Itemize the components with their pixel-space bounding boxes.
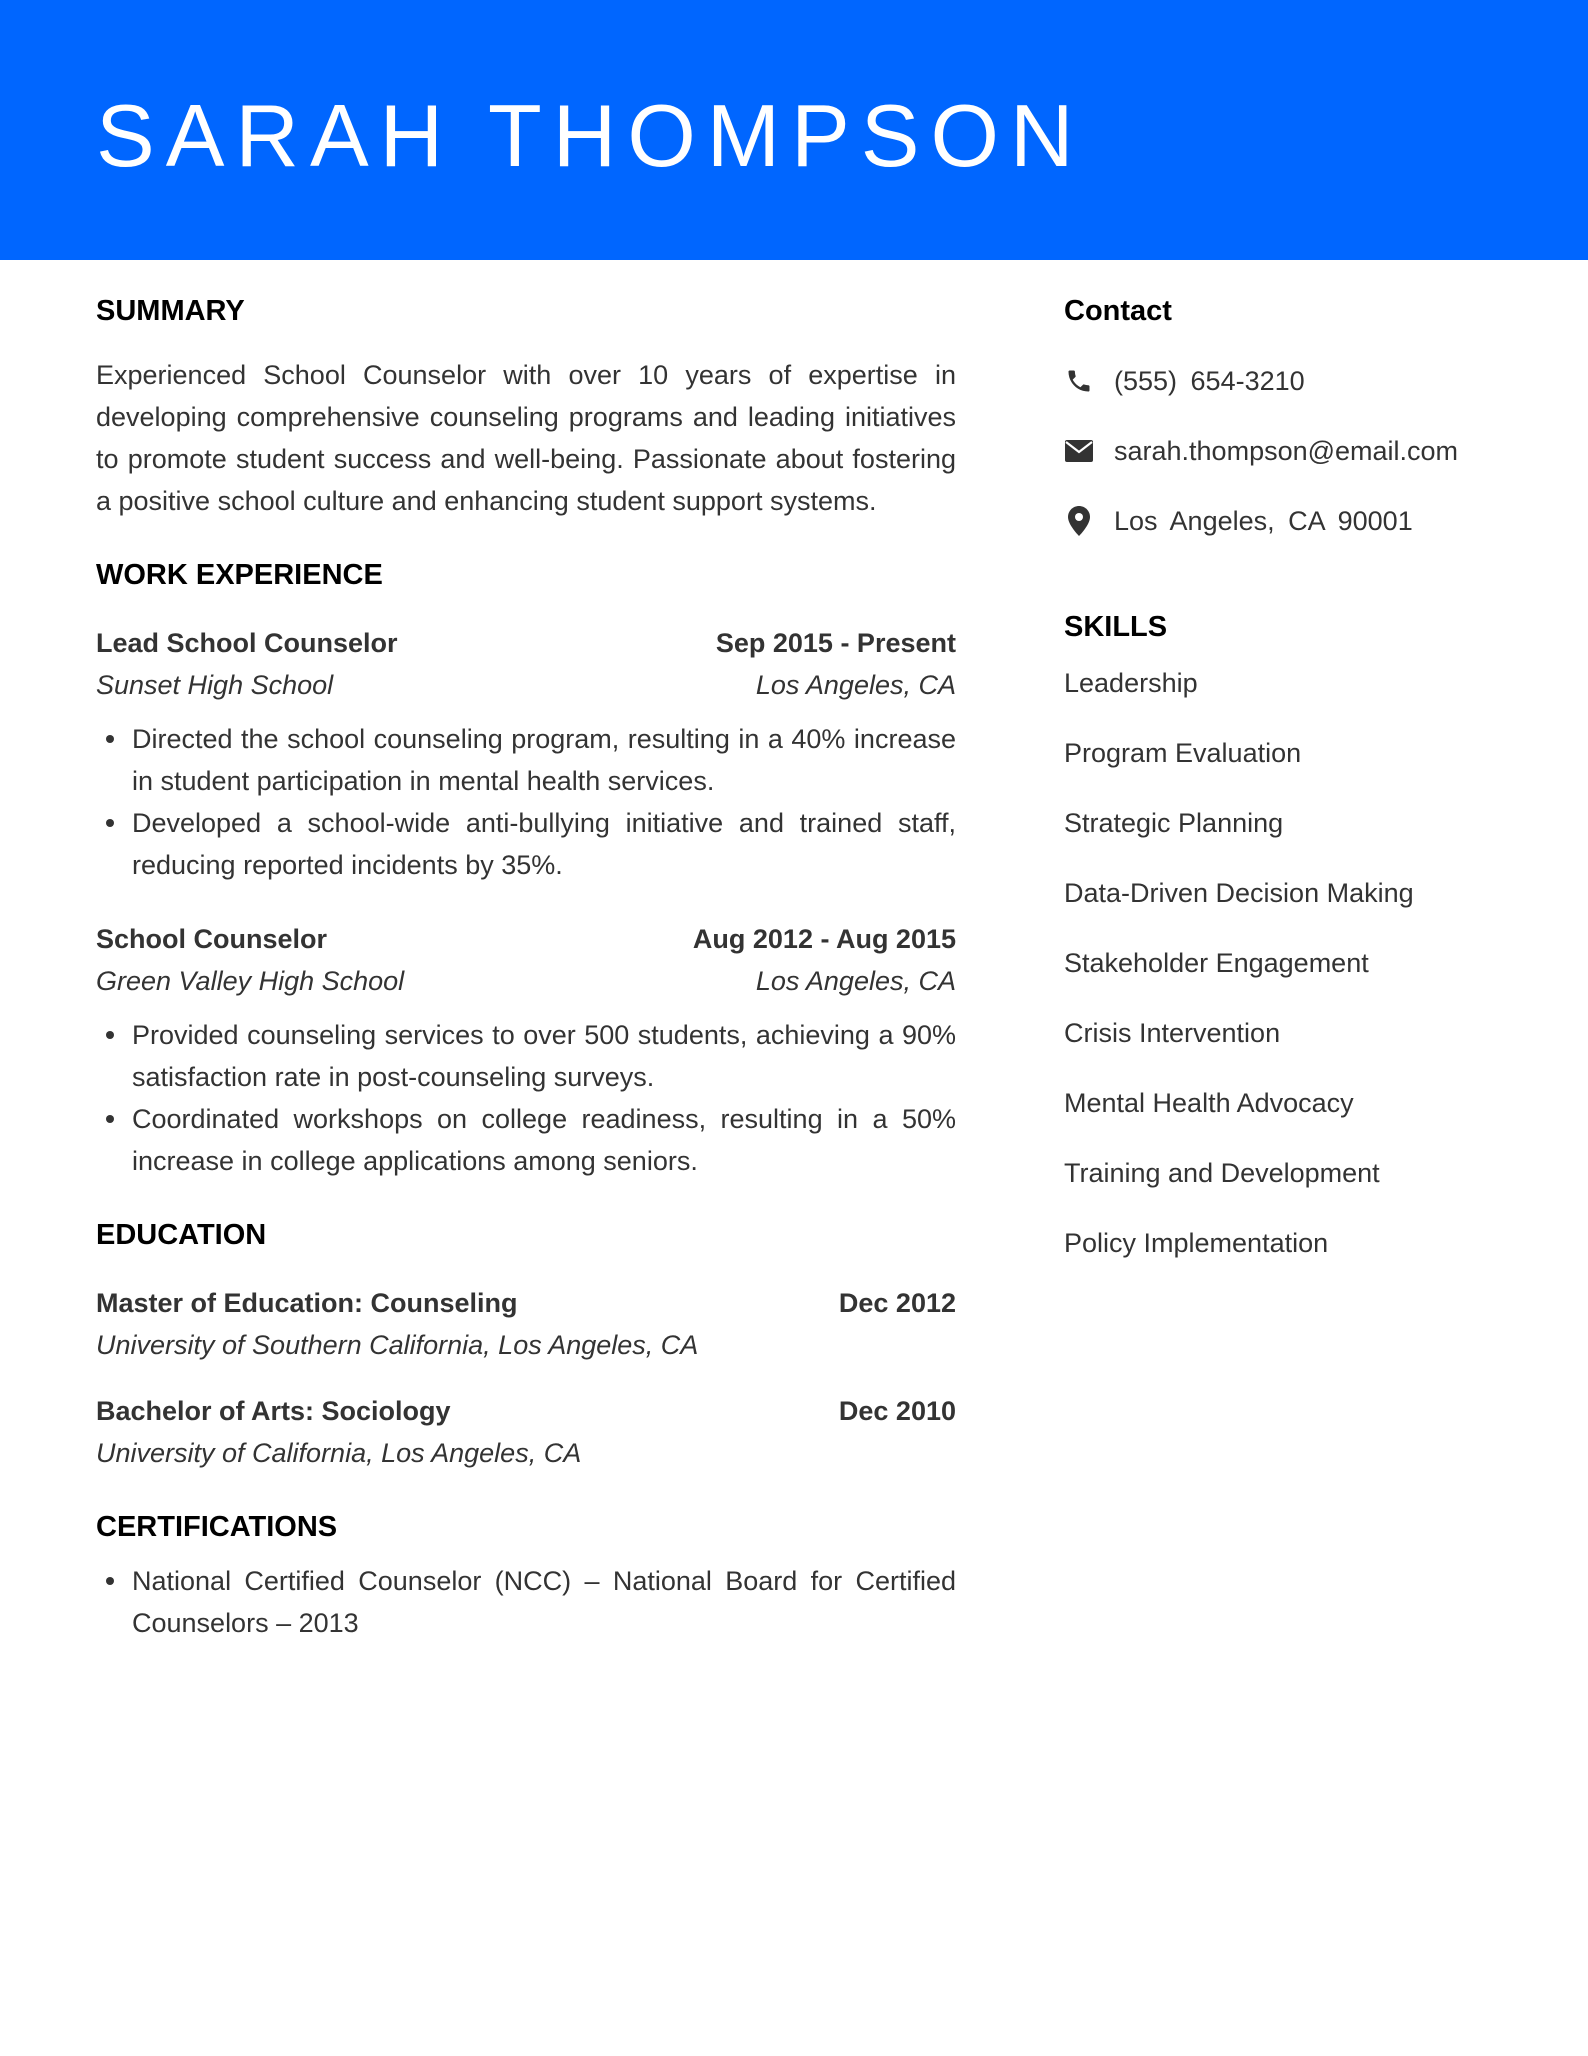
degree-title: Master of Education: Counseling <box>96 1288 518 1318</box>
sidebar-column <box>1064 290 1524 1264</box>
work-experience-heading: WORK EXPERIENCE <box>96 559 383 591</box>
location-text: Los Angeles, CA 90001 <box>1114 505 1413 536</box>
contact-list <box>1064 360 1524 542</box>
job-title: Lead School Counselor <box>96 628 398 658</box>
header-banner <box>0 0 1588 260</box>
job-location: Los Angeles, CA <box>755 670 956 700</box>
skills-list <box>1064 662 1524 1264</box>
skill-item: Data-Driven Decision Making <box>1064 878 1414 908</box>
certification-text: National Certified Counselor (NCC) – National Board for Certified Counselors – 2013 <box>132 1566 956 1638</box>
education-section <box>96 1214 956 1474</box>
job-bullet-text: Provided counseling services to over 500 students, achieving a 90% satisfaction rate in post-counseling surveys. <box>132 1020 956 1092</box>
job-entry <box>96 622 956 886</box>
school-name: University of California, Los Angeles, CA <box>96 1438 582 1468</box>
certification-item <box>132 1560 956 1644</box>
bullet-dot <box>106 1577 114 1585</box>
contact-location <box>1064 500 1524 542</box>
summary-heading: SUMMARY <box>96 295 245 327</box>
skill-item: Mental Health Advocacy <box>1064 1088 1354 1118</box>
contact-section <box>1064 290 1524 542</box>
contact-email <box>1064 430 1524 472</box>
phone-icon <box>1064 366 1094 396</box>
contact-heading: Contact <box>1064 295 1172 327</box>
degree-date: Dec 2012 <box>838 1288 956 1318</box>
skill-item: Strategic Planning <box>1064 808 1284 838</box>
job-bullets <box>96 1014 956 1182</box>
job-bullet-text: Directed the school counseling program, resulting in a 40% increase in student participation in mental health services. <box>132 724 956 796</box>
bullet-dot <box>106 1031 114 1039</box>
job-bullet <box>132 802 956 886</box>
job-entry <box>96 918 956 1182</box>
school-name: University of Southern California, Los Angeles, CA <box>96 1330 699 1360</box>
summary-section <box>96 290 956 522</box>
job-bullet-text: Coordinated workshops on college readiness, resulting in a 50% increase in college applications among seniors. <box>132 1104 956 1176</box>
certifications-section <box>96 1506 956 1644</box>
bullet-dot <box>106 819 114 827</box>
certifications-list <box>96 1560 956 1644</box>
education-heading: EDUCATION <box>96 1219 267 1251</box>
envelope-icon <box>1064 436 1094 466</box>
job-bullet <box>132 718 956 802</box>
job-bullet <box>132 1098 956 1182</box>
skill-item: Leadership <box>1064 668 1198 698</box>
job-dates: Sep 2015 - Present <box>715 628 956 658</box>
skill-item: Crisis Intervention <box>1064 1018 1281 1048</box>
job-bullet <box>132 1014 956 1098</box>
certifications-heading: CERTIFICATIONS <box>96 1511 338 1543</box>
skill-item: Program Evaluation <box>1064 738 1302 768</box>
skill-item: Policy Implementation <box>1064 1228 1329 1258</box>
skills-section <box>1064 606 1524 1264</box>
email-address: sarah.thompson@email.com <box>1114 435 1459 466</box>
job-employer: Green Valley High School <box>96 966 405 996</box>
job-location: Los Angeles, CA <box>755 966 956 996</box>
education-entry <box>96 1282 956 1366</box>
degree-date: Dec 2010 <box>838 1396 956 1426</box>
job-title: School Counselor <box>96 924 328 954</box>
job-dates: Aug 2012 - Aug 2015 <box>692 924 956 954</box>
skill-item: Training and Development <box>1064 1158 1380 1188</box>
job-employer: Sunset High School <box>96 670 334 700</box>
candidate-name: SARAH THOMPSON <box>96 86 1085 185</box>
map-pin-icon <box>1064 506 1094 536</box>
main-column <box>96 290 956 1644</box>
summary-text: Experienced School Counselor with over 10 years of expertise in developing comprehensive counseling programs and leading initiatives to promote student success and well-being. Passionate about fostering a positive school culture and enhancing student support systems. <box>96 360 956 516</box>
bullet-dot <box>106 1115 114 1123</box>
job-bullets <box>96 718 956 886</box>
skill-item: Stakeholder Engagement <box>1064 948 1369 978</box>
skills-heading: SKILLS <box>1064 611 1168 643</box>
education-entry <box>96 1390 956 1474</box>
work-experience-section <box>96 554 956 1182</box>
bullet-dot <box>106 735 114 743</box>
phone-number: (555) 654-3210 <box>1114 365 1305 396</box>
job-bullet-text: Developed a school-wide anti-bullying initiative and trained staff, reducing reported incidents by 35%. <box>132 808 956 880</box>
degree-title: Bachelor of Arts: Sociology <box>96 1396 451 1426</box>
contact-phone <box>1064 360 1524 402</box>
